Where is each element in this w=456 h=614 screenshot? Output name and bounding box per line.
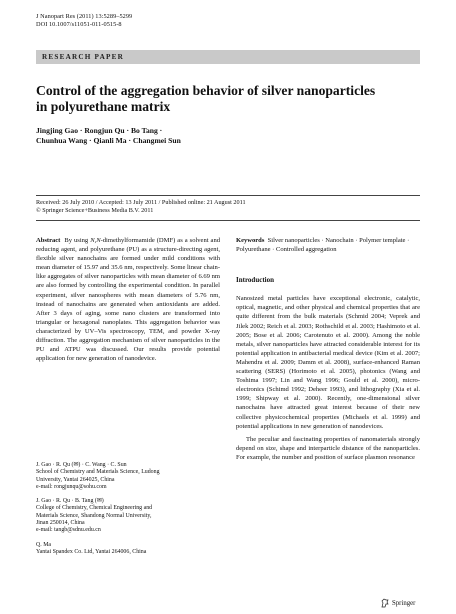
affiliation-3 [36, 542, 220, 557]
journal-info [36, 13, 132, 29]
authors-line-2: Chunhua Wang · Qianli Ma · Changmei Sun [36, 136, 181, 145]
title-line-1: Control of the aggregation behavior of silver nanoparticles [36, 83, 376, 98]
affiliation-2 [36, 498, 220, 534]
abstract-heading: Abstract [36, 237, 61, 244]
divider-top [36, 195, 420, 196]
dates-line: Received: 26 July 2010 / Accepted: 13 July 2011 / Published online: 21 August 2011 [36, 199, 246, 206]
springer-horse-icon [380, 598, 390, 608]
affiliation-line: J. Gao · R. Qu (✉) · C. Wang · C. Sun [36, 462, 127, 468]
copyright-line: © Springer Science+Business Media B.V. 2011 [36, 207, 154, 214]
journal-doi: DOI 10.1007/s11051-011-0515-8 [36, 21, 122, 28]
article-title [36, 83, 426, 115]
affiliation-line: Materials Science, Shandong Normal University, [36, 512, 152, 519]
publisher-mark [380, 598, 415, 608]
publisher-name: Springer [392, 599, 416, 607]
abstract-section [36, 236, 220, 363]
affiliation-line: University, Yantai 264025, China [36, 476, 115, 483]
affiliation-line: Q. Ma [36, 542, 52, 548]
affiliation-line: J. Gao · R. Qu · B. Tang (✉) [36, 498, 104, 504]
affiliation-line: College of Chemistry, Chemical Engineering and [36, 505, 153, 512]
affiliation-email: e-mail: tangb@sdnu.edu.cn [36, 527, 101, 534]
affiliation-email: e-mail: rongjunqu@sohu.com [36, 483, 107, 490]
author-list [36, 126, 426, 146]
authors-line-1: Jingjing Gao · Rongjun Qu · Bo Tang · [36, 126, 163, 135]
right-column [236, 236, 420, 462]
abstract-text-italic: N,N [90, 237, 101, 244]
section-label: RESEARCH PAPER [42, 52, 124, 61]
publication-dates [36, 199, 436, 215]
abstract-text-pre: By using [64, 237, 91, 244]
divider-bottom [36, 220, 420, 221]
affiliation-line: Jinan 250014, China [36, 519, 85, 526]
introduction-para-1: Nanosized metal particles have exceptional electronic, catalytic, optical, magnetic, and other physical and chemical properties that are quite different from the bulk materials (Schmid 2004; Veprek and Jilek 2002; Reich et al. 2003; Rothschild et al. 2003; Hashimoto et al. 2005; Bose et al. 2006; Carotenuto et al. 2000). Among the noble metals, silver nanoparticles have attracted considerable interest for its potential application in antibacterial medical device (Kim et al. 2007; Mahendra et al. 2009; Damm et al. 2008), surface-enhanced Raman scattering (SERS) (Horimoto et al. 2005), photonics (Wang and Toshima 1997; Lin and Wang 1996; Gould et al. 2000), micro-electronics (Schimd 1992; Deheer 1993), and lithography (Xia et al. 1999; Shipway et al. 2000). Recently, one-dimensional silver nanochains have attracted great interest because of their new collective physicochemical properties (Michaels et al. 1999) and potential applications in new generation of nanodevices. [236, 295, 420, 430]
affiliation-1 [36, 462, 220, 491]
abstract-text: -dimethylformamide (DMF) as a solvent and reducing agent, and polyurethane (PU) as a structure-directing agent, flexible silver nanochains are formed under mild conditions with mean diameter of 15.97 and 35.6 nm, respectively. Some linear chain-like aggregates of silver nanoparticles with mean diameter of 6.69 nm are also formed by controlling the experimental condition. In parallel experiment, silver nanospheres with mean diameters of 5.76 nm, instead of nanochains are generated when antioxidants are added. After 3 days of aging, some nano clusters are transformed into triangular or hexagonal nanoplates. This aggregation behavior was characterized by UV–Vis spectroscopy, TEM, and powder X-ray diffraction. The aggregation mechanism of silver nanoparticles in the PU and ATPU was discussed. Our results provide potential application for new generation of nanodevice. [36, 237, 221, 363]
affiliation-line: School of Chemistry and Materials Science, Ludong [36, 469, 160, 476]
journal-citation: J Nanopart Res (2011) 13:5289–5299 [36, 13, 133, 20]
keywords-heading: Keywords [236, 237, 265, 244]
keywords-text: Silver nanoparticles · Nanochain · Polymer template · Polyurethane · Controlled aggregation [236, 237, 410, 254]
title-line-2: in polyurethane matrix [36, 99, 171, 114]
keywords [236, 236, 420, 254]
introduction-heading: Introduction [236, 276, 274, 285]
affiliation-line: Yantai Spandex Co. Ltd, Yantai 264006, China [36, 549, 147, 556]
introduction-para-2: The peculiar and fascinating properties of nanomaterials strongly depend on size, shape and interparticle distance of the nanoparticles. For example, the number and position of surface plasmon resonance [236, 435, 420, 461]
